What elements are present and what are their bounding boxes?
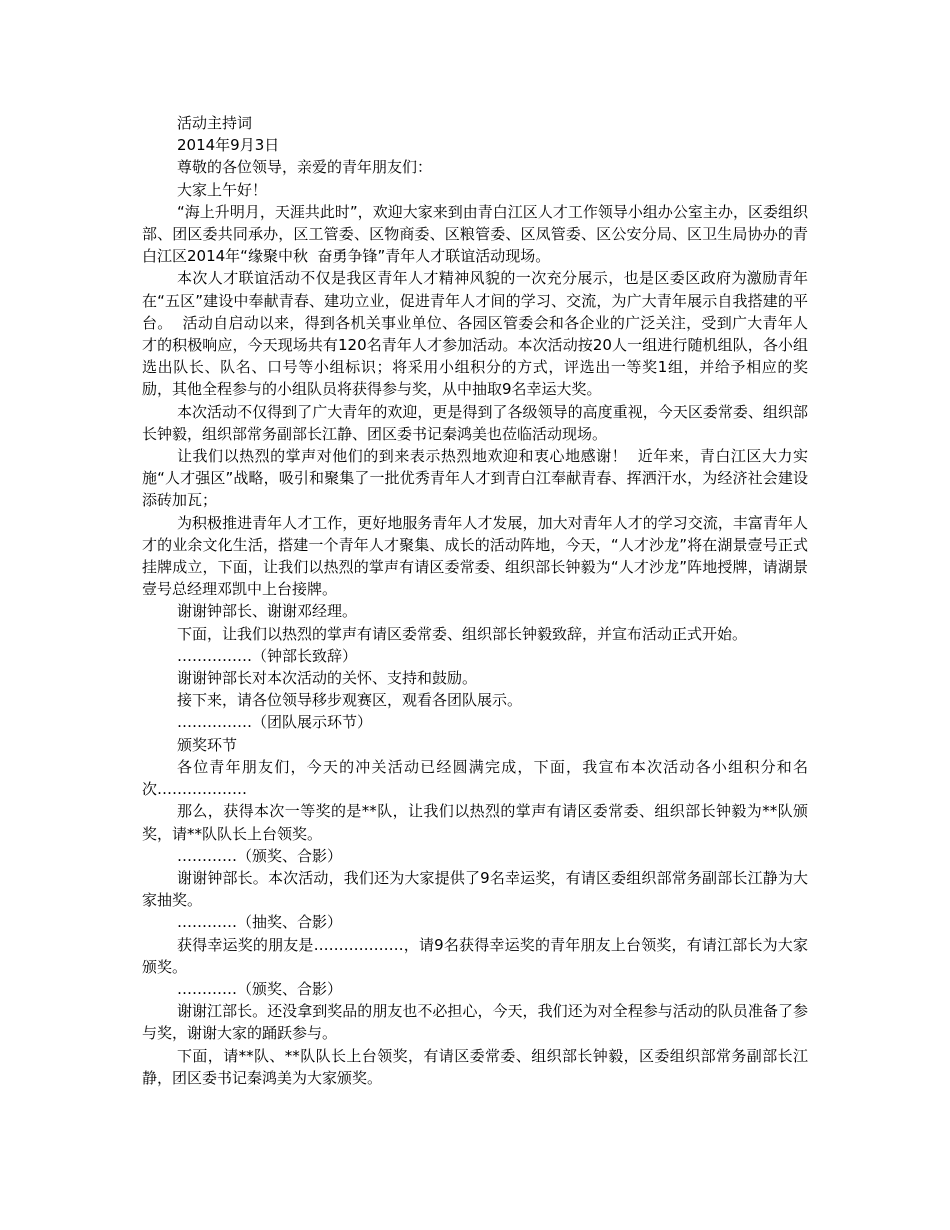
doc-paragraph: 获得幸运奖的朋友是………………，请9名获得幸运奖的青年朋友上台领奖，有请江部长为大家颁奖。 xyxy=(142,935,808,976)
doc-paragraph: 下面，让我们以热烈的掌声有请区委常委、组织部长钟毅致辞，并宣布活动正式开始。 xyxy=(177,624,748,643)
doc-paragraph: 为积极推进青年人才工作，更好地服务青年人才发展，加大对青年人才的学习交流，丰富青年人才的业余文化生活，搭建一个青年人才聚集、成长的活动阵地，今天，“人才沙龙”将在湖景壹号正式挂牌成立，下面，让我们以热烈的掌声有请区委常委、组织部长钟毅为“人才沙龙”阵地授牌，请湖景壹号总经理邓凯中上台接牌。 xyxy=(142,513,808,599)
doc-paragraph: 让我们以热烈的掌声对他们的到来表示热烈地欢迎和衷心地感谢！ 近年来，青白江区大力实施“人才强区”战略，吸引和聚集了一批优秀青年人才到青白江奉献青春、挥洒汗水，为经济社会建设添砖加瓦； xyxy=(142,447,808,510)
doc-stage-note: …………（抽奖、合影） xyxy=(177,913,343,932)
doc-paragraph: 谢谢钟部长。本次活动，我们还为大家提供了9名幸运奖，有请区委组织部常务副部长江静为大家抽奖。 xyxy=(142,868,808,910)
doc-paragraph: 下面，请**队、**队队长上台领奖，有请区委常委、组织部长钟毅，区委组织部常务副部长江静，团区委书记秦鸿美为大家颁奖。 xyxy=(142,1046,808,1087)
doc-paragraph: 谢谢钟部长、谢谢邓经理。 xyxy=(177,602,358,621)
doc-paragraph: 本次人才联谊活动不仅是我区青年人才精神风貌的一次充分展示，也是区委区政府为激励青年在“五区”建设中奉献青春、建功立业，促进青年人才间的学习、交流，为广大青年展示自我搭建的平台。 活动自启动以来，得到各机关事业单位、各园区管委会和各企业的广泛关注，受到广大青年人才的积极响应，今天现场共有120名青年人才参加活动。本次活动按20人一组进行随机组队，各小组选出队长、队名、口号等小组标识；将采用小组积分的方式，评选出一等奖1组，并给予相应的奖励，其他全程参与的小组队员将获得参与奖，从中抽取9名幸运大奖。 xyxy=(142,269,808,399)
doc-section-heading: 颁奖环节 xyxy=(177,735,238,754)
doc-paragraph: 本次活动不仅得到了广大青年的欢迎，更是得到了各级领导的高度重视，今天区委常委、组织部长钟毅，组织部常务副部长江静、团区委书记秦鸿美也莅临活动现场。 xyxy=(142,402,808,443)
doc-paragraph: 谢谢江部长。还没拿到奖品的朋友也不必担心，今天，我们还为对全程参与活动的队员准备了参与奖，谢谢大家的踊跃参与。 xyxy=(142,1002,808,1043)
doc-paragraph: 那么，获得本次一等奖的是**队，让我们以热烈的掌声有请区委常委、组织部长钟毅为**队颁奖，请**队队长上台领奖。 xyxy=(142,802,808,843)
doc-paragraph: 接下来，请各位领导移步观赛区，观看各团队展示。 xyxy=(177,691,523,710)
doc-paragraph: 谢谢钟部长对本次活动的关怀、支持和鼓励。 xyxy=(177,669,478,688)
document-body xyxy=(142,112,808,1089)
doc-salutation: 尊敬的各位领导，亲爱的青年朋友们： xyxy=(177,158,433,177)
doc-stage-note: …………（颁奖、合影） xyxy=(177,979,343,998)
doc-date: 2014年9月3日 xyxy=(177,136,280,155)
doc-greeting: 大家上午好！ xyxy=(177,180,268,199)
doc-title: 活动主持词 xyxy=(177,114,253,132)
doc-paragraph: “海上升明月，天涯共此时”，欢迎大家来到由青白江区人才工作领导小组办公室主办，区委组织部、团区委共同承办，区工管委、区物商委、区粮管委、区凤管委、区公安分局、区卫生局协办的青白江区2014年“缘聚中秋 奋勇争锋”青年人才联谊活动现场。 xyxy=(142,202,808,266)
doc-paragraph: 各位青年朋友们，今天的冲关活动已经圆满完成，下面，我宣布本次活动各小组积分和名次……………… xyxy=(142,757,808,799)
doc-stage-note: …………（颁奖、合影） xyxy=(177,846,343,865)
doc-stage-note: ……………（钟部长致辞） xyxy=(177,646,358,665)
doc-stage-note: ……………（团队展示环节） xyxy=(177,713,373,732)
